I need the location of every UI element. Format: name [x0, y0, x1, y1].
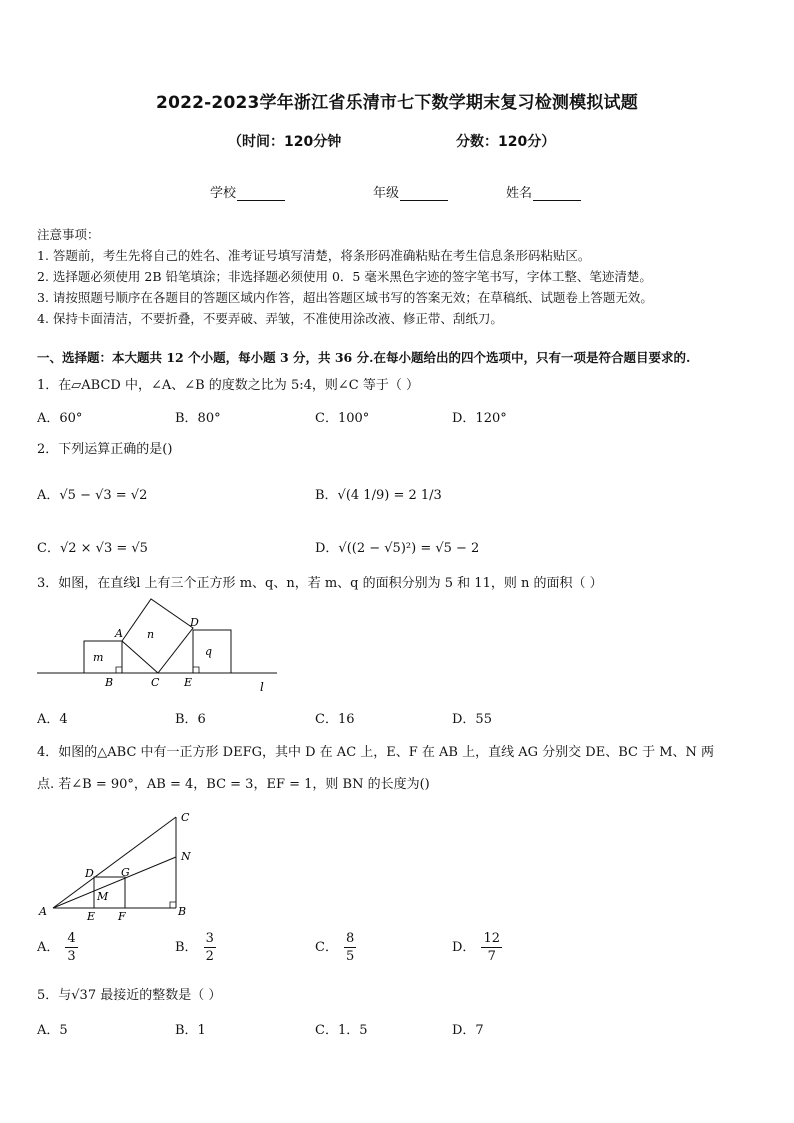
- q4-label-n: N: [181, 850, 191, 863]
- score-label: 分数：120分）: [456, 134, 556, 150]
- q4-option-d-fraction: [481, 930, 502, 965]
- q1-option-a[interactable]: A．60°: [37, 411, 83, 426]
- q3-label-l: l: [260, 680, 264, 694]
- q3-label-n: n: [147, 628, 155, 641]
- q3-option-d[interactable]: D．55: [452, 712, 492, 727]
- fraction-numerator: 3: [205, 931, 214, 946]
- q1-option-c[interactable]: C．100°: [315, 411, 370, 426]
- q4-label-c: C: [181, 811, 190, 824]
- q5-option-c[interactable]: C．1．5: [315, 1023, 368, 1038]
- school-label: 学校: [210, 186, 237, 201]
- q3-label-e: E: [184, 676, 193, 689]
- notes-heading: 注意事项：: [37, 227, 100, 242]
- name-field[interactable]: [506, 182, 581, 201]
- fraction-numerator: 4: [67, 931, 76, 946]
- q3-label-a: A: [115, 627, 123, 640]
- question-3-stem: 3．如图，在直线l 上有三个正方形 m、q、n，若 m、q 的面积分别为 5 和 11，则 n 的面积（ ）: [37, 576, 603, 591]
- q4-label-f: F: [118, 910, 126, 923]
- q4-option-a[interactable]: [37, 930, 78, 965]
- note-item: 3. 请按照题号顺序在各题目的答题区域内作答，超出答题区域书写的答案无效；在草稿纸、试题卷上答题无效。: [37, 290, 653, 305]
- q4-option-c-fraction: [344, 930, 356, 965]
- q4-option-b-letter: B．: [175, 940, 198, 955]
- q4-label-m: M: [97, 890, 109, 903]
- school-field[interactable]: [210, 182, 285, 201]
- q4-label-b: B: [178, 905, 187, 918]
- fraction-denominator: 2: [205, 949, 214, 964]
- grade-field[interactable]: [373, 182, 448, 201]
- question-4-stem-line2: 点. 若∠B = 90°，AB = 4，BC = 3，EF = 1，则 BN 的长度为(): [37, 777, 430, 792]
- q4-option-b-fraction: [204, 930, 216, 965]
- q1-option-d[interactable]: D．120°: [452, 411, 507, 426]
- grade-blank[interactable]: [400, 186, 448, 201]
- q3-label-c: C: [151, 676, 160, 689]
- q4-option-d[interactable]: [452, 930, 502, 965]
- q4-label-d: D: [85, 867, 94, 880]
- q4-option-c-letter: C．: [315, 940, 338, 955]
- name-label: 姓名: [506, 186, 533, 201]
- q3-option-c[interactable]: C．16: [315, 712, 355, 727]
- name-blank[interactable]: [533, 186, 581, 201]
- note-item: 4. 保持卡面清洁，不要折叠，不要弄破、弄皱，不准使用涂改液、修正带、刮纸刀。: [37, 311, 503, 326]
- question-4-stem-line1: 4．如图的△ABC 中有一正方形 DEFG，其中 D 在 AC 上，E、F 在 AB 上，直线 AG 分别交 DE、BC 于 M、N 两: [37, 745, 715, 760]
- q4-option-a-fraction: [65, 930, 77, 965]
- q4-label-g: G: [121, 866, 130, 879]
- q4-figure: [37, 805, 202, 925]
- note-item: 2. 选择题必须使用 2B 铅笔填涂；非选择题必须使用 0．5 毫米黑色字迹的签字笔书写，字体工整、笔迹清楚。: [37, 269, 652, 284]
- question-2-stem: 2．下列运算正确的是(): [37, 442, 173, 457]
- question-5-stem: 5．与√37 最接近的整数是（ ）: [37, 988, 222, 1003]
- fraction-denominator: 5: [345, 949, 355, 964]
- q4-option-d-letter: D．: [452, 940, 476, 955]
- grade-label: 年级: [373, 186, 400, 201]
- q3-option-a[interactable]: A．4: [37, 712, 68, 727]
- q5-option-a[interactable]: A．5: [37, 1023, 68, 1038]
- q2-option-c[interactable]: C．√2 × √3 = √5: [37, 541, 148, 556]
- q1-option-b[interactable]: B．80°: [175, 411, 221, 426]
- q2-option-b[interactable]: B．√(4 1/9) = 2 1/3: [315, 488, 442, 503]
- note-item: 1. 答题前，考生先将自己的姓名、准考证号填写清楚，将条形码准确粘贴在考生信息条形码粘贴区。: [37, 248, 591, 263]
- q3-label-m: m: [93, 651, 104, 664]
- question-1-stem: 1．在▱ABCD 中，∠A、∠B 的度数之比为 5:4，则∠C 等于（ ）: [37, 378, 419, 393]
- q4-option-c[interactable]: [315, 930, 356, 965]
- exam-title: 2022-2023学年浙江省乐清市七下数学期末复习检测模拟试题: [156, 93, 638, 113]
- fraction-numerator: 8: [345, 931, 355, 946]
- q3-figure: [37, 595, 282, 695]
- q3-label-q: q: [205, 645, 213, 658]
- q3-label-d: D: [190, 616, 199, 629]
- q3-option-b[interactable]: B．6: [175, 712, 206, 727]
- q4-label-e: E: [87, 910, 96, 923]
- time-label: （时间：120分钟: [228, 134, 342, 150]
- school-blank[interactable]: [237, 186, 285, 201]
- q4-option-a-letter: A．: [37, 940, 60, 955]
- q2-option-d[interactable]: D．√((2 − √5)²) = √5 − 2: [315, 541, 480, 556]
- q5-option-d[interactable]: D．7: [452, 1023, 484, 1038]
- q4-label-a: A: [39, 905, 47, 918]
- q4-option-b[interactable]: [175, 930, 216, 965]
- q2-option-a[interactable]: A．√5 − √3 = √2: [37, 488, 148, 503]
- fraction-numerator: 12: [483, 931, 500, 946]
- fraction-denominator: 3: [67, 949, 76, 964]
- q3-label-b: B: [105, 676, 114, 689]
- section-heading: 一、选择题：本大题共 12 个小题，每小题 3 分，共 36 分.在每小题给出的四个选项中，只有一项是符合题目要求的.: [37, 350, 691, 365]
- fraction-denominator: 7: [487, 949, 496, 964]
- q5-option-b[interactable]: B．1: [175, 1023, 206, 1038]
- notes-block: [37, 224, 757, 329]
